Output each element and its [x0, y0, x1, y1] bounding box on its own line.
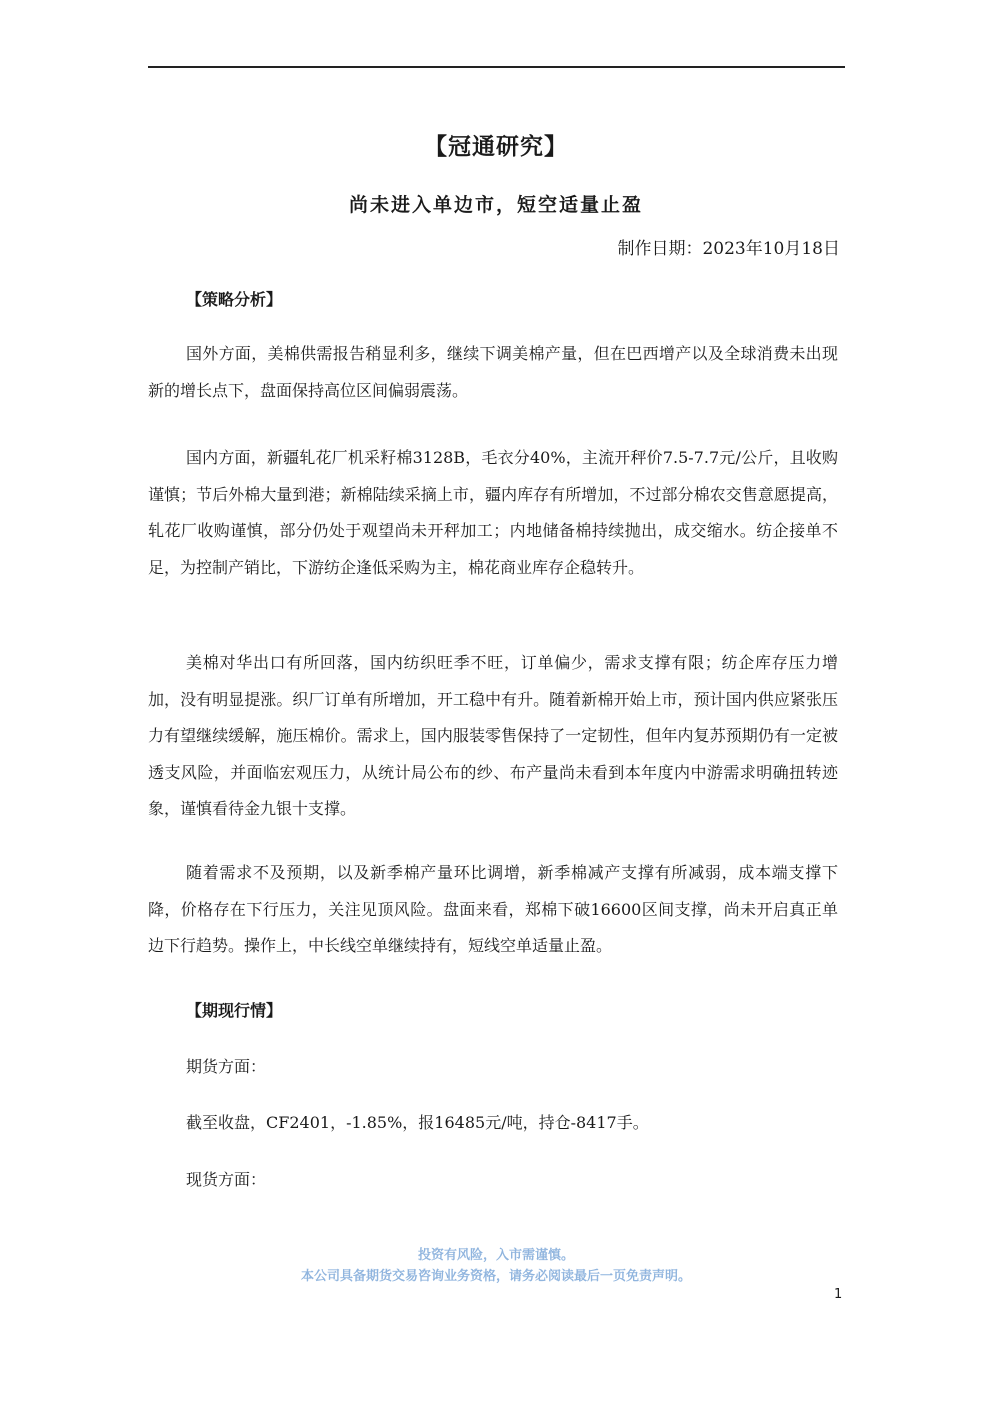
strategy-paragraph-4: 随着需求不及预期，以及新季棉产量环比调增，新季棉减产支撑有所减弱，成本端支撑下降，价格存在下行压力，关注见顶风险。盘面来看，郑棉下破16600区间支撑，尚未开启真正单边下行趋势。操作上，中长线空单继续持有，短线空单适量止盈。 [148, 863, 838, 955]
disclaimer-notice: 本公司具备期货交易咨询业务资格，请务必阅读最后一页免责声明。 [300, 1269, 691, 1284]
strategy-paragraph-2: 国内方面，新疆轧花厂机采籽棉3128B，毛衣分40%，主流开秤价7.5-7.7元/公斤，且收购谨慎；节后外棉大量到港；新棉陆续采摘上市，疆内库存有所增加，不过部分棉农交售意愿提高，轧花厂收购谨慎，部分仍处于观望尚未开秤加工；内地储备棉持续抛出，成交缩水。纺企接单不足，为控制产销比，下游纺企逢低采购为主，棉花商业库存企稳转升。 [148, 448, 838, 577]
risk-warning: 投资有风险，入市需谨慎。 [417, 1248, 574, 1263]
header-rule [148, 66, 845, 68]
strategy-paragraph-3: 美棉对华出口有所回落，国内纺织旺季不旺，订单偏少，需求支撑有限；纺企库存压力增加，没有明显提涨。织厂订单有所增加，开工稳中有升。随着新棉开始上市，预计国内供应紧张压力有望继续缓解，施压棉价。需求上，国内服装零售保持了一定韧性，但年内复苏预期仍有一定被透支风险，并面临宏观压力，从统计局公布的纱、布产量尚未看到本年度内中游需求明确扭转迹象，谨慎看待金九银十支撑。 [148, 653, 838, 818]
page-number: 1 [834, 1287, 843, 1302]
market-heading: 【期现行情】 [186, 1001, 283, 1020]
strategy-paragraph-1: 国外方面，美棉供需报告稍显利多，继续下调美棉产量，但在巴西增产以及全球消费未出现新的增长点下，盘面保持高位区间偏弱震荡。 [148, 344, 838, 400]
spot-label: 现货方面： [186, 1170, 267, 1189]
report-subtitle: 尚未进入单边市，短空适量止盈 [348, 194, 643, 216]
report-date: 制作日期：2023年10月18日 [617, 239, 840, 259]
futures-label: 期货方面： [186, 1057, 267, 1076]
futures-text: 截至收盘，CF2401，-1.85%，报16485元/吨，持仓-8417手。 [186, 1113, 649, 1132]
report-title: 【冠通研究】 [424, 133, 568, 160]
strategy-heading: 【策略分析】 [186, 290, 283, 309]
